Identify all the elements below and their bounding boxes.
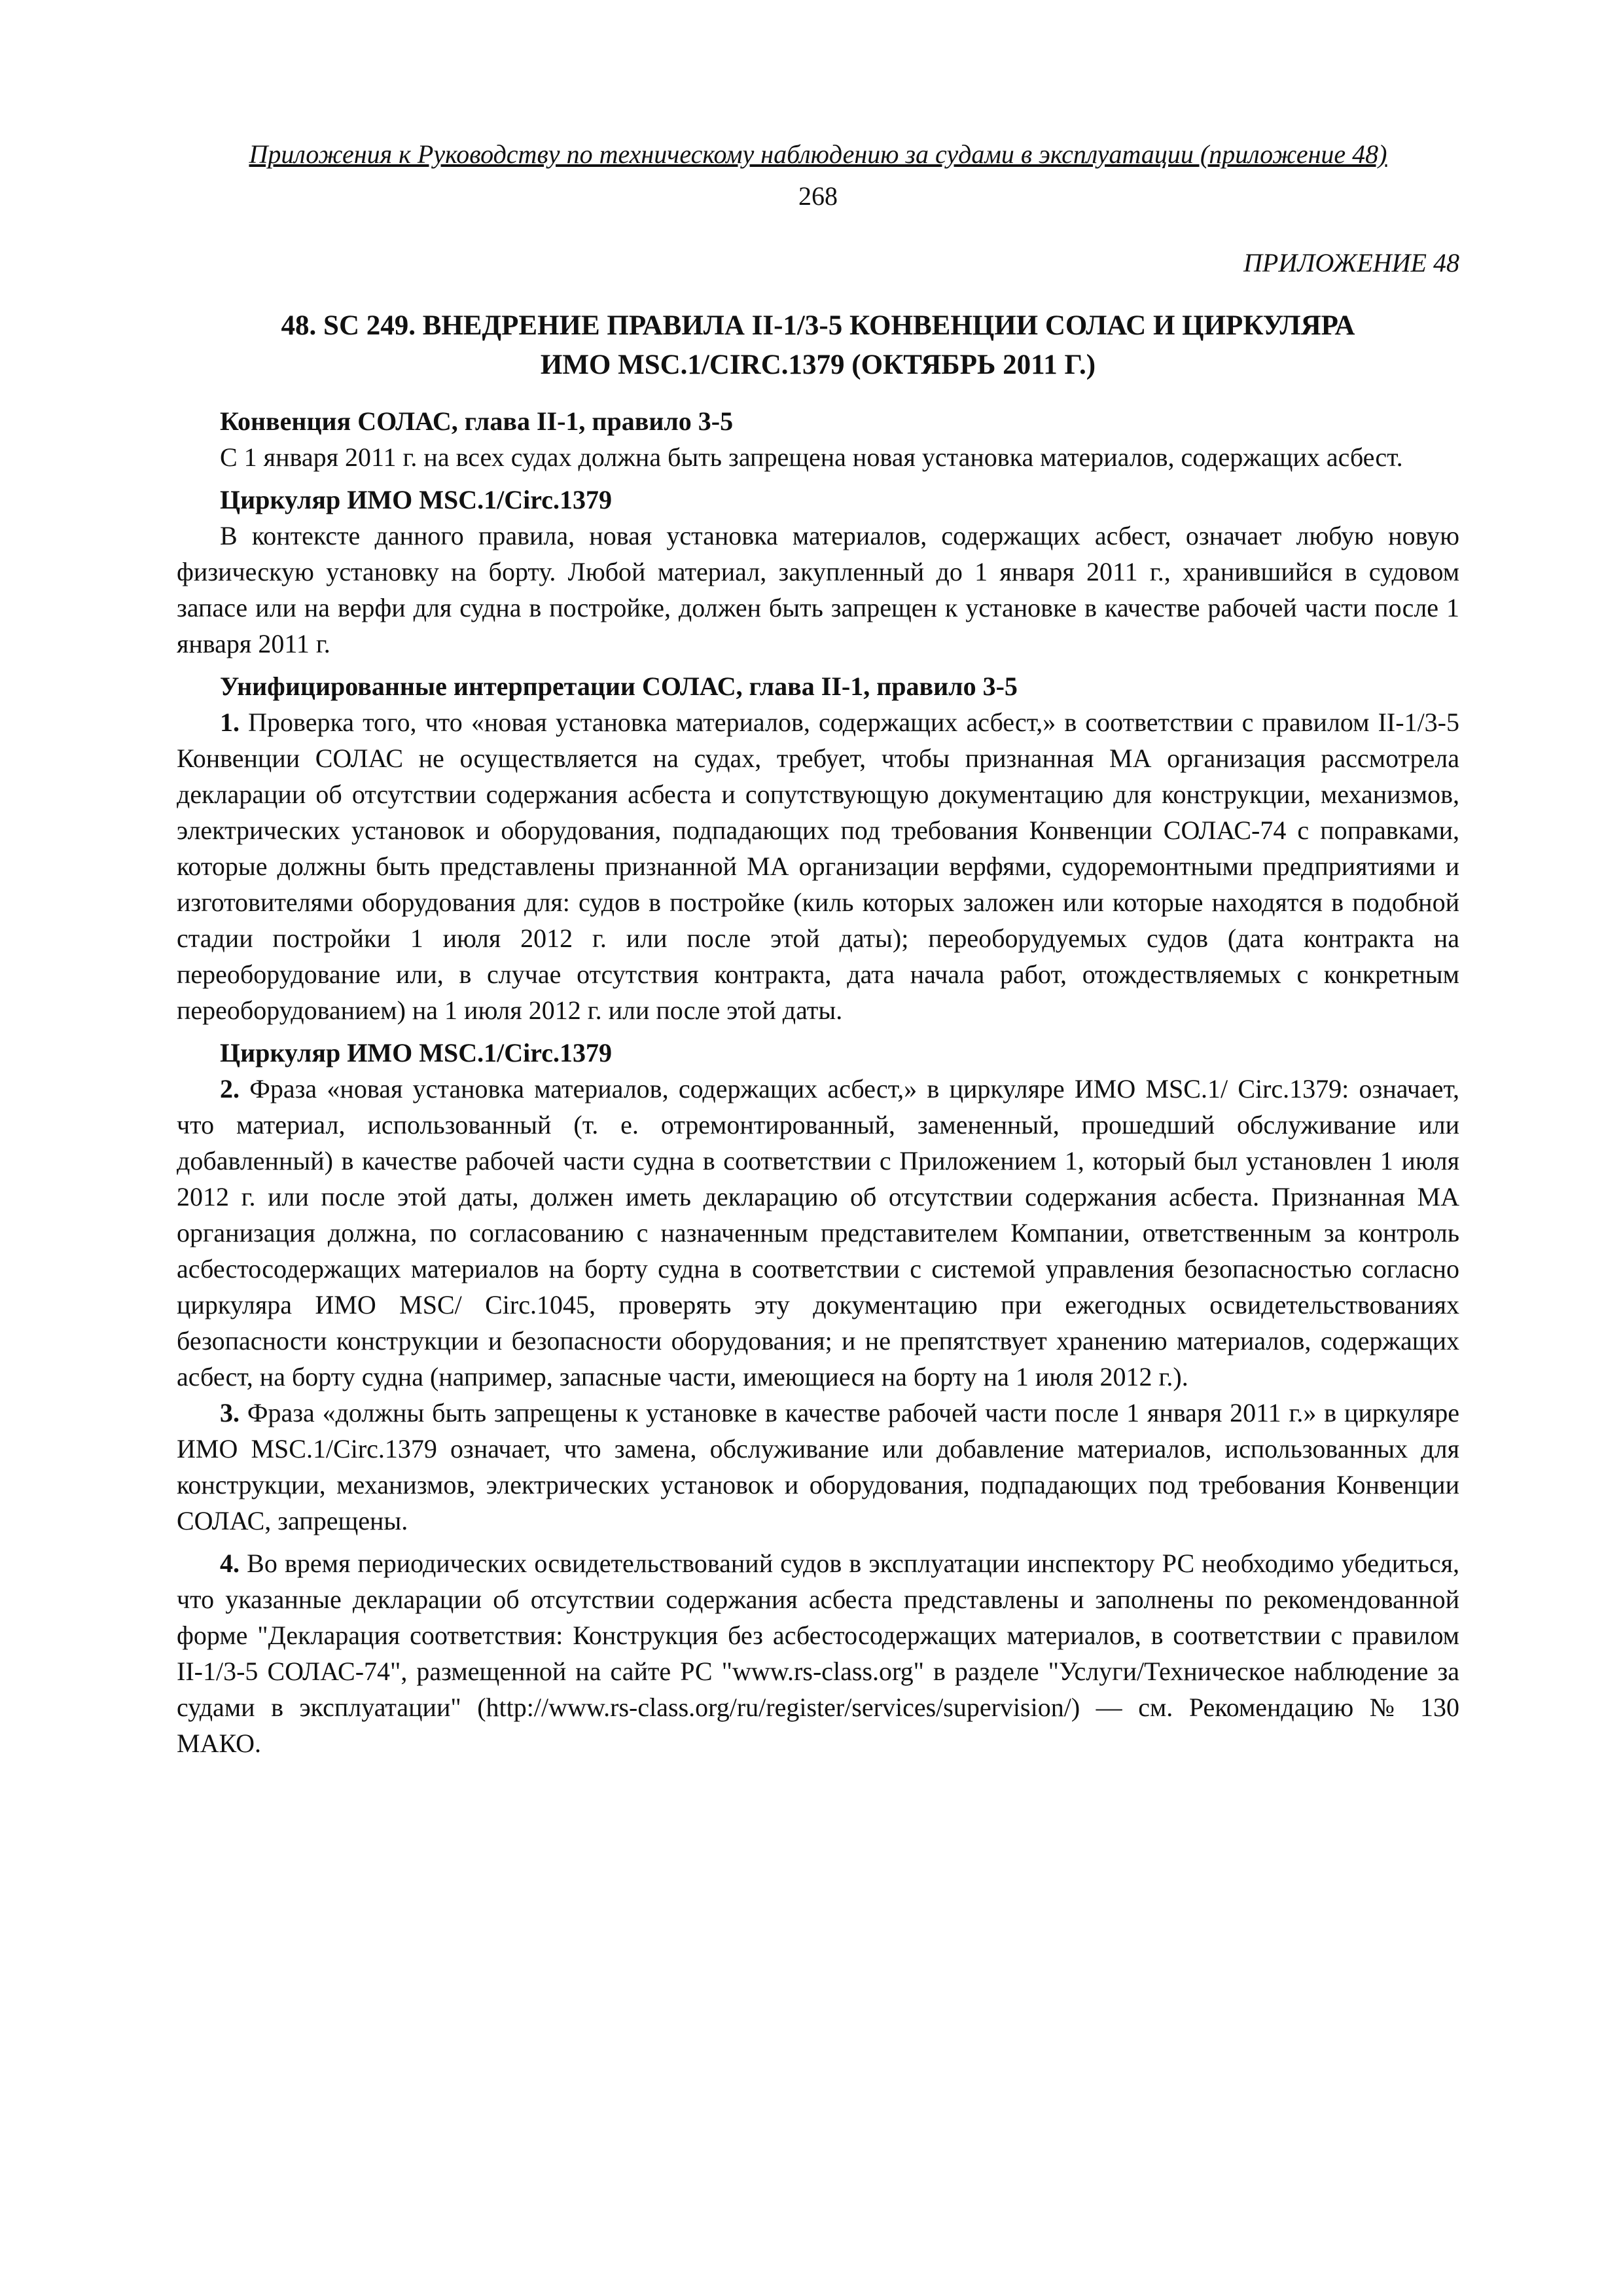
interpretation-item-4 [177,1545,1459,1761]
item-text: Фраза «должны быть запрещены к установке в качестве рабочей части после 1 января 2011 г.» в циркуляре ИМО MSC.1/Circ.1379 означает, что замена, обслуживание или добавление материалов, использованных для конструкции, механизмов, электрических установок и оборудования, подпадающих под требования Конвенции СОЛАС, запрещены. [177,1398,1460,1535]
interpretation-item-3 [177,1395,1459,1539]
document-page [177,137,1459,1761]
document-title [177,306,1459,385]
section-text-circular: В контексте данного правила, новая установка материалов, содержащих асбест, означает любую новую физическую установку на борту. Любой материал, закупленный до 1 января 2011 г., хранившийся в судовом запасе или на верфи для судна в постройке, должен быть запрещен к установке в качестве рабочей части после 1 января 2011 г. [177,521,1459,658]
section-heading-circular-2: Циркуляр ИМО MSC.1/Circ.1379 [220,1038,612,1067]
title-line-1: 48. SC 249. ВНЕДРЕНИЕ ПРАВИЛА II-1/3-5 КОНВЕНЦИИ СОЛАС И ЦИРКУЛЯРА [281,310,1355,341]
title-line-2: ИМО MSC.1/CIRC.1379 (ОКТЯБРЬ 2011 Г.) [540,350,1096,380]
interpretation-item-1 [177,704,1459,1028]
section-heading-circular: Циркуляр ИМО MSC.1/Circ.1379 [220,485,612,514]
item-number: 1. [220,708,240,737]
item-text: Во время периодических освидетельствований судов в эксплуатации инспектору РС необходимо убедиться, что указанные декларации об отсутствии содержания асбеста представлены и заполнены по рекомендованной форме "Декларация соответствия: Конструкция без асбестосодержащих материалов, в соответствии с правилом II-1/3-5 СОЛАС-74", размещенной на сайте РС "www.rs-class.org" в разделе "Услуги/Техническое наблюдение за судами в эксплуатации" (http://www.rs-class.org/ru/register/services/supervision/) — см. Рекомендацию № 130 МАКО. [177,1549,1459,1758]
item-text: Проверка того, что «новая установка материалов, содержащих асбест,» в соответствии с правилом II-1/3-5 Конвенции СОЛАС не осуществляется на судах, требует, чтобы признанная МА организация рассмотрела декларации об отсутствии содержания асбеста и сопутствующую документацию для конструкции, механизмов, электрических установок и оборудования, подпадающих под требования Конвенции СОЛАС-74 с поправками, которые должны быть представлены признанной МА организации верфями, судоремонтными предприятиями и изготовителями оборудования для: судов в постройке (киль которых заложен или которые находятся в подобной стадии постройки 1 июля 2012 г. или после этой даты); переоборудуемых судов (дата контракта на переоборудование или, в случае отсутствия контракта, дата начала работ, отождествляемых с конкретным переоборудованием) на 1 июля 2012 г. или после этой даты. [177,708,1460,1025]
item-number: 2. [220,1074,240,1103]
item-number: 3. [220,1398,240,1427]
interpretation-item-2 [177,1071,1459,1395]
page-number: 268 [798,181,838,211]
section-heading-solas: Конвенция СОЛАС, глава II-1, правило 3-5 [220,406,734,436]
appendix-label: ПРИЛОЖЕНИЕ 48 [1243,248,1459,278]
running-title: Приложения к Руководству по техническому наблюдению за судами в эксплуатации (приложение 48) [249,139,1387,169]
section-text-solas: С 1 января 2011 г. на всех судах должна быть запрещена новая установка материалов, содержащих асбест. [220,442,1403,472]
item-number: 4. [220,1549,240,1578]
item-text: Фраза «новая установка материалов, содержащих асбест,» в циркуляре ИМО MSC.1/ Circ.1379: означает, что материал, использованный (т. е. отремонтированный, замененный, прошедший обслуживание или добавленный) в качестве рабочей части судна в соответствии с Приложением 1, который был установлен 1 июля 2012 г. или после этой даты, должен иметь декларацию об отсутствии содержания асбеста. Признанная МА организация должна, по согласованию с назначенным представителем Компании, ответственным за контроль асбестосодержащих материалов на борту судна в соответствии с системой управления безопасностью согласно циркуляра ИМО MSC/ Circ.1045, проверять эту документацию при ежегодных освидетельствованиях безопасности конструкции и безопасности оборудования; и не препятствует хранению материалов, содержащих асбест, на борту судна (например, запасные части, имеющиеся на борту на 1 июля 2012 г.). [177,1074,1460,1391]
section-heading-unified-interpretations: Унифицированные интерпретации СОЛАС, глава II-1, правило 3-5 [220,672,1018,701]
